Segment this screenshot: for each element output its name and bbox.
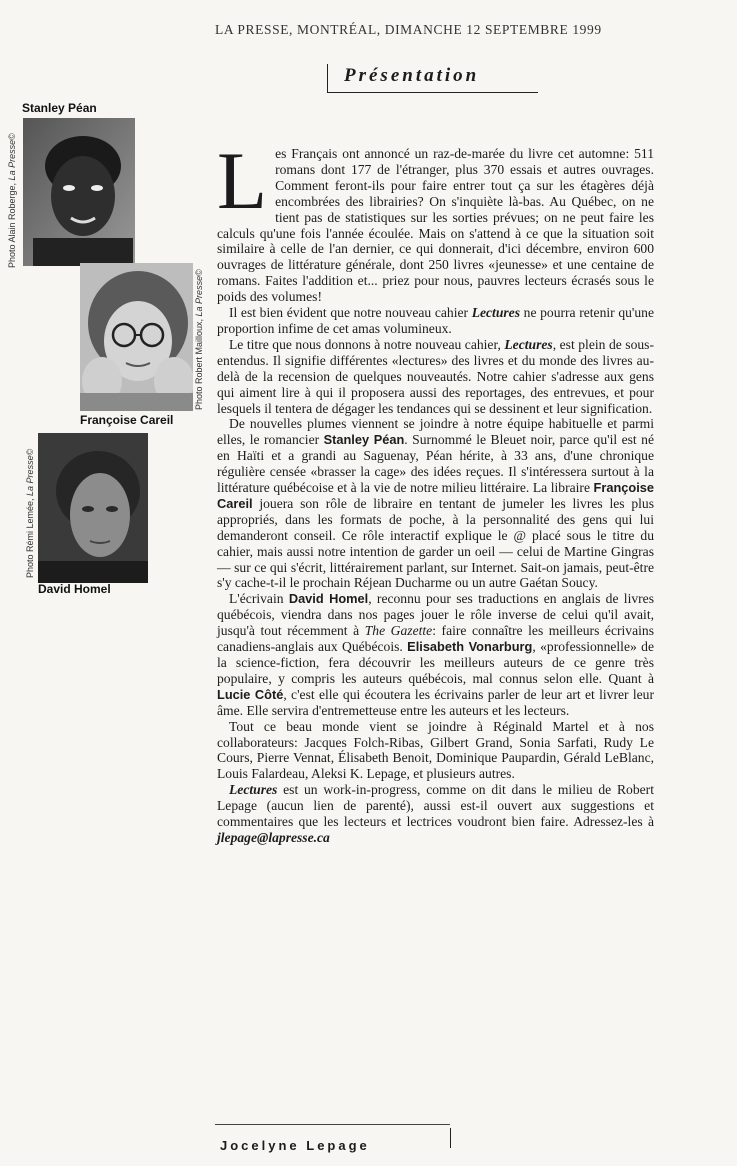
author-signature [215,1128,451,1153]
author-name: Jocelyne Lepage [220,1138,370,1153]
paragraph-7: Lectures est un work-in-progress, comme on dit dans le milieu de Robert Lepage (aucun lien de parenté), aussi est-il ouvert aux suggestions et commentaires que les lecteurs et lectrices voudront bien faire. Adressez-les à jlepage@lapresse.ca [217,782,654,845]
paragraph-6: Tout ce beau monde vient se joindre à Réginald Martel et à nos collaborateurs: Jacques Folch-Ribas, Gilbert Grand, Sonia Sarfati, Rudy Le Cours, Pierre Vennat, Élisabeth Benoit, Dominique Paupardin, Gérald LeBlanc, Louis Falardeau, Aleksi K. Lepage, et plusieurs autres. [217,718,654,782]
photo-credit-pean: Photo Alain Roberge, La Presse© [7,133,17,268]
section-heading [327,64,538,93]
paragraph-3: Le titre que nous donnons à notre nouveau cahier, Lectures, est plein de sous-entendus. Il signifie différentes «lectures» des livres et du monde des livres au-delà de la recension de quelques nouveautés. Notre cahier s'adresse aux gens qui aiment lire à qui il proposera aussi des reportages, des entrevues, et pour lesquels il tentera de dégager les tendances qui se dessinent et leur signification. [217,336,654,416]
masthead: LA PRESSE, MONTRÉAL, DIMANCHE 12 SEPTEMBRE 1999 [215,22,602,37]
paragraph-1: Les Français ont annoncé un raz-de-marée du livre cet automne: 511 romans dont 177 de l'étranger, plus 370 essais et autres ouvrages. Comment feront-ils pour faire entrer tout ça sur les étagères déjà encombrées des librairies? On s'inquiète là-bas. Au Québec, on ne tient pas de statistiques sur les sorties prévues; on ne peut faire les calculs qu'une fois l'année écoulée. Mais on s'attend à ce que la situation soit similaire à celle de l'an dernier, ce qui donnerait, d'ici décembre, environ 600 ouvrages de littérature générale, dont 250 livres «jeunesse» et une centaine de romans. Faites l'addition et... priez pour nous, pauvres lecteurs écrasés sous le poids des volumes! [217,135,654,305]
signature-rule [215,1124,450,1125]
drop-cap: L [217,135,268,226]
portrait-photo-careil [80,263,193,411]
paragraph-4: De nouvelles plumes viennent se joindre à notre équipe habituelle et parmi elles, le romancier Stanley Péan. Surnommé le Bleuet noir, parce qu'il est né en Haïti et a grandi au Saguenay, Péan hérite, à 33 ans, d'une chronique régulière censée «brasser la cage» des idées reçues. Il s'intéressera surtout à la littérature québécoise et à la vie de notre milieu littéraire. La libraire Françoise Careil jouera son rôle de libraire en tentant de jumeler les livres les plus appropriés, dans les formats de poche, à la personnalité des gens qui lui demanderont conseil. Ce rôle interactif explique le @ placé sous le titre du cahier, mais aussi notre intention de garder un oeil — celui de Martine Gingras — sur ce qui s'écrit, littérairement parlant, sur Internet. Sait-on jamais, peut-être s'y cache-t-il le prochain Réjean Ducharme ou un autre Gaétan Soucy. [217,416,654,591]
email-address: jlepage@lapresse.ca [217,829,330,845]
paragraph-5: L'écrivain David Homel, reconnu pour ses traductions en anglais de livres québécois, viendra dans nos pages jouer le rôle inverse de celui qu'il avait, jusqu'à tout récemment à The Gazette: faire connaître les meilleurs écrivains canadiens-anglais aux Québécois. Elisabeth Vonarburg, «professionnelle» de la science-fiction, fera découvrir les meilleurs auteurs de ce genre très populaire, y compris les auteurs québécois, mal connus selon elle. Quant à Lucie Côté, c'est elle qui écoutera les écrivains parler de leur art et livrer leur âme. Elle servira d'entremetteuse entre les auteurs et les lecteurs. [217,591,655,718]
photo-caption-pean: Stanley Péan [22,101,97,115]
photo-caption-homel: David Homel [38,582,111,596]
article-body [217,135,655,846]
portrait-photo-homel [38,433,148,583]
photo-credit-homel: Photo Rémi Lemée, La Presse© [25,448,35,578]
photo-caption-careil: Françoise Careil [80,413,174,427]
photo-credit-careil: Photo Robert Mailloux, La Presse© [194,269,204,410]
portrait-photo-pean [23,118,135,266]
paragraph-2: Il est bien évident que notre nouveau cahier Lectures ne pourra retenir qu'une proportion infime de cet amas volumineux. [217,305,654,336]
section-title: Présentation [344,65,480,86]
